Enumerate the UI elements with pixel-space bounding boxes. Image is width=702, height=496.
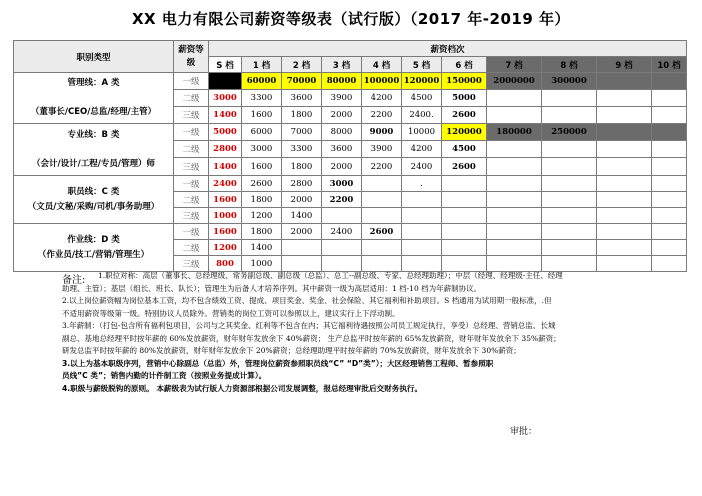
salary-cell: 3600 — [322, 141, 362, 158]
salary-cell: 1000 — [242, 256, 282, 272]
salary-cell: 8000 — [322, 124, 362, 141]
salary-cell: 2000 — [322, 107, 362, 124]
salary-grade-table — [13, 40, 687, 272]
category-name: 职员线：C 类 — [67, 186, 120, 197]
salary-cell — [597, 107, 652, 124]
tier-header-10: 10 档 — [652, 57, 687, 73]
tier-header-8: 8 档 — [542, 57, 597, 73]
salary-cell: 60000 — [242, 73, 282, 90]
salary-cell: 5000 — [442, 90, 487, 107]
header-range: 薪资档次 — [209, 41, 687, 57]
salary-cell — [487, 158, 542, 176]
salary-cell — [402, 192, 442, 208]
note-3c: 研发总监平时按年薪的 80%发放薪资，财年财年发放余下 20%薪资；总经理助理平时按年薪的 70%发放薪资，财年发放余下 30%薪资； — [62, 346, 521, 355]
note-1b: 助理、主管）；基层（组长、班长、队长）；管理生为后备人才培养序列。其中薪资一级为高层适用：1 档-10 档为年薪制协议。 — [62, 283, 482, 293]
salary-cell: 2400. — [402, 107, 442, 124]
review-label: 审批： — [510, 427, 538, 437]
salary-cell — [442, 208, 487, 224]
salary-cell: 80000 — [322, 73, 362, 90]
salary-cell — [487, 192, 542, 208]
salary-cell — [322, 240, 362, 256]
note-3a: 3.年薪制：（打包-包含所有福利包项目，公司与之其奖金、红利等不包含在内；其它福利待遇按照公司员工规定执行，享受）总经理、营销总监、长城 — [62, 321, 556, 330]
salary-cell: 3900 — [362, 141, 402, 158]
tier-header-4: 4 档 — [362, 57, 402, 73]
salary-cell — [542, 240, 597, 256]
note-4b: 员线”C 类”；销售内勤的计件制工资（按照业务提成计算）。 — [62, 371, 267, 380]
salary-cell — [362, 240, 402, 256]
salary-cell — [487, 107, 542, 124]
salary-cell: 1800 — [242, 224, 282, 240]
salary-cell — [652, 208, 687, 224]
salary-cell: 150000 — [442, 73, 487, 90]
category-cell-2 — [14, 176, 174, 224]
salary-cell: 1400 — [209, 107, 242, 124]
salary-cell — [652, 141, 687, 158]
salary-cell — [597, 176, 652, 192]
header-category: 职别类型 — [14, 41, 174, 73]
salary-cell — [442, 224, 487, 240]
category-cell-0 — [14, 73, 174, 124]
salary-cell: 4200 — [362, 90, 402, 107]
salary-cell: 2400 — [209, 176, 242, 192]
notes-label: 备注: — [62, 275, 86, 286]
category-sub: （会计/设计/工程/专员/管理）师 — [32, 158, 155, 169]
salary-cell: 2000 — [282, 192, 322, 208]
salary-cell — [652, 107, 687, 124]
salary-cell — [487, 90, 542, 107]
salary-cell — [442, 240, 487, 256]
salary-cell: 1600 — [242, 158, 282, 176]
salary-cell: 2000000 — [487, 73, 542, 90]
salary-cell — [487, 224, 542, 240]
salary-cell — [597, 90, 652, 107]
salary-cell — [542, 224, 597, 240]
salary-cell: 2000 — [322, 158, 362, 176]
salary-cell: 1600 — [242, 107, 282, 124]
salary-cell: 6000 — [242, 124, 282, 141]
tier-header-7: 7 档 — [487, 57, 542, 73]
notes — [62, 270, 688, 395]
salary-cell — [652, 124, 687, 141]
salary-cell — [597, 73, 652, 90]
salary-cell — [542, 208, 597, 224]
salary-cell: 1800 — [242, 192, 282, 208]
salary-cell — [209, 73, 242, 90]
header-level-text: 薪资等级 — [178, 44, 204, 68]
page-title: XX 电力有限公司薪资等级表（试行版）（2017 年-2019 年） — [131, 10, 571, 28]
salary-cell — [652, 158, 687, 176]
salary-cell: 70000 — [282, 73, 322, 90]
salary-cell: 2600 — [442, 107, 487, 124]
salary-cell: 10000 — [402, 124, 442, 141]
tier-header-0: S 档 — [209, 57, 242, 73]
salary-cell — [652, 240, 687, 256]
salary-cell — [542, 90, 597, 107]
salary-cell: 100000 — [362, 73, 402, 90]
salary-cell: 1200 — [242, 208, 282, 224]
salary-cell — [652, 176, 687, 192]
salary-cell: 2400 — [322, 224, 362, 240]
salary-cell — [597, 224, 652, 240]
salary-cell — [402, 240, 442, 256]
category-sub: （作业员/技工/营销/管理生） — [37, 249, 150, 260]
level-cell: 一级 — [174, 176, 209, 192]
salary-cell — [542, 107, 597, 124]
tier-header-6: 6 档 — [442, 57, 487, 73]
salary-cell: 800 — [209, 256, 242, 272]
salary-cell — [652, 73, 687, 90]
salary-cell — [282, 240, 322, 256]
salary-cell: . — [402, 176, 442, 192]
salary-cell — [322, 208, 362, 224]
salary-cell — [597, 192, 652, 208]
salary-cell: 2000 — [282, 224, 322, 240]
salary-cell — [542, 158, 597, 176]
salary-cell — [362, 208, 402, 224]
salary-cell: 120000 — [442, 124, 487, 141]
level-cell: 二级 — [174, 90, 209, 107]
salary-cell: 2600 — [242, 176, 282, 192]
salary-cell: 2400 — [402, 158, 442, 176]
salary-cell: 1400 — [282, 208, 322, 224]
salary-cell: 1800 — [282, 158, 322, 176]
salary-cell — [487, 176, 542, 192]
salary-cell: 2800 — [282, 176, 322, 192]
salary-cell — [652, 224, 687, 240]
salary-cell — [487, 208, 542, 224]
salary-cell — [597, 124, 652, 141]
salary-cell: 1200 — [209, 240, 242, 256]
category-sub: （董事长/CEO/总监/经理/主管） — [30, 107, 157, 117]
salary-cell: 2600 — [442, 158, 487, 176]
salary-cell: 1600 — [209, 224, 242, 240]
note-2a: 2.以上岗位薪资幅为岗位基本工资，均不包含绩效工资、提成、项目奖金、奖金、社会保险、其它福利和补助项目。S 档通用为试用期一般标准，.但 — [62, 296, 552, 305]
level-cell: 一级 — [174, 224, 209, 240]
level-cell: 三级 — [174, 158, 209, 176]
salary-cell: 3000 — [242, 141, 282, 158]
salary-cell: 2200 — [362, 107, 402, 124]
header-level — [174, 41, 209, 73]
salary-cell: 4200 — [402, 141, 442, 158]
salary-cell: 9000 — [362, 124, 402, 141]
salary-cell: 7000 — [282, 124, 322, 141]
salary-cell — [597, 158, 652, 176]
level-cell: 三级 — [174, 256, 209, 272]
salary-cell — [597, 208, 652, 224]
level-cell: 三级 — [174, 107, 209, 124]
salary-cell: 1000 — [209, 208, 242, 224]
salary-cell — [442, 192, 487, 208]
category-name: 专业线：B 类 — [67, 129, 120, 140]
salary-cell: 300000 — [542, 73, 597, 90]
level-cell: 二级 — [174, 240, 209, 256]
salary-cell: 3600 — [282, 90, 322, 107]
salary-cell — [487, 240, 542, 256]
tier-header-3: 3 档 — [322, 57, 362, 73]
salary-cell: 3000 — [209, 90, 242, 107]
salary-cell: 2800 — [209, 141, 242, 158]
salary-cell — [542, 176, 597, 192]
salary-cell — [487, 141, 542, 158]
salary-cell: 250000 — [542, 124, 597, 141]
salary-cell — [652, 192, 687, 208]
category-cell-1 — [14, 124, 174, 176]
salary-cell: 3300 — [282, 141, 322, 158]
tier-header-5: 5 档 — [402, 57, 442, 73]
tier-header-2: 2 档 — [282, 57, 322, 73]
note-3b: 副总、基地总经理平时按年薪的 60%发放薪资，财年财年发放余下 40%薪资； 生产总监平时按年薪的 65%发放薪资，财年财年发放余下 35%薪资； — [62, 333, 561, 343]
tier-header-1: 1 档 — [242, 57, 282, 73]
tier-header-9: 9 档 — [597, 57, 652, 73]
salary-cell — [542, 192, 597, 208]
salary-cell: 3000 — [322, 176, 362, 192]
salary-cell: 5000 — [209, 124, 242, 141]
category-name: 管理线：A 类 — [67, 78, 120, 88]
salary-cell: 2600 — [362, 224, 402, 240]
salary-cell: 2200 — [322, 192, 362, 208]
note-1a: 1.职位对称：高层（董事长、总经理级、常务副总级、副总级（总监）、总工--副总级、专家、总经理助理）；中层（经理、经理级-主任、经理 — [98, 271, 563, 280]
salary-cell — [362, 192, 402, 208]
salary-cell — [542, 141, 597, 158]
salary-cell: 3900 — [322, 90, 362, 107]
note-4a: 3.以上为基本职级序列，营销中心除副总（总监）外，管理岗位薪资参照职员线“C” “D”类”）；大区经理销售工程师、暂参照职 — [62, 358, 494, 368]
salary-cell: 2200 — [362, 158, 402, 176]
salary-cell: 4500 — [402, 90, 442, 107]
salary-cell — [362, 176, 402, 192]
salary-cell — [597, 141, 652, 158]
level-cell: 二级 — [174, 192, 209, 208]
salary-cell: 1400 — [242, 240, 282, 256]
salary-cell: 4500 — [442, 141, 487, 158]
note-2b: 不适用薪资等级第一级。特别协议人员除外。营销类的岗位工资可以参照以上，建议实行上下浮动制。 — [62, 308, 400, 318]
level-cell: 二级 — [174, 141, 209, 158]
level-cell: 三级 — [174, 208, 209, 224]
salary-cell: 1400 — [209, 158, 242, 176]
salary-cell — [402, 208, 442, 224]
category-name: 作业线：D 类 — [67, 234, 120, 245]
note-5: 4.职级与薪级脱钩的原则。 本薪级表为试行版人力资源部根据公司发展调整，报总经理审批后交财务执行。 — [62, 383, 423, 393]
salary-cell: 120000 — [402, 73, 442, 90]
salary-cell — [442, 176, 487, 192]
category-cell-3 — [14, 224, 174, 272]
salary-cell — [652, 90, 687, 107]
salary-cell: 1800 — [282, 107, 322, 124]
category-sub: （文员/文秘/采购/司机/事务助理） — [27, 201, 160, 212]
level-cell: 一级 — [174, 124, 209, 141]
salary-cell: 180000 — [487, 124, 542, 141]
salary-cell — [597, 240, 652, 256]
level-cell: 一级 — [174, 73, 209, 90]
salary-cell — [402, 224, 442, 240]
salary-cell: 3300 — [242, 90, 282, 107]
salary-cell: 1600 — [209, 192, 242, 208]
